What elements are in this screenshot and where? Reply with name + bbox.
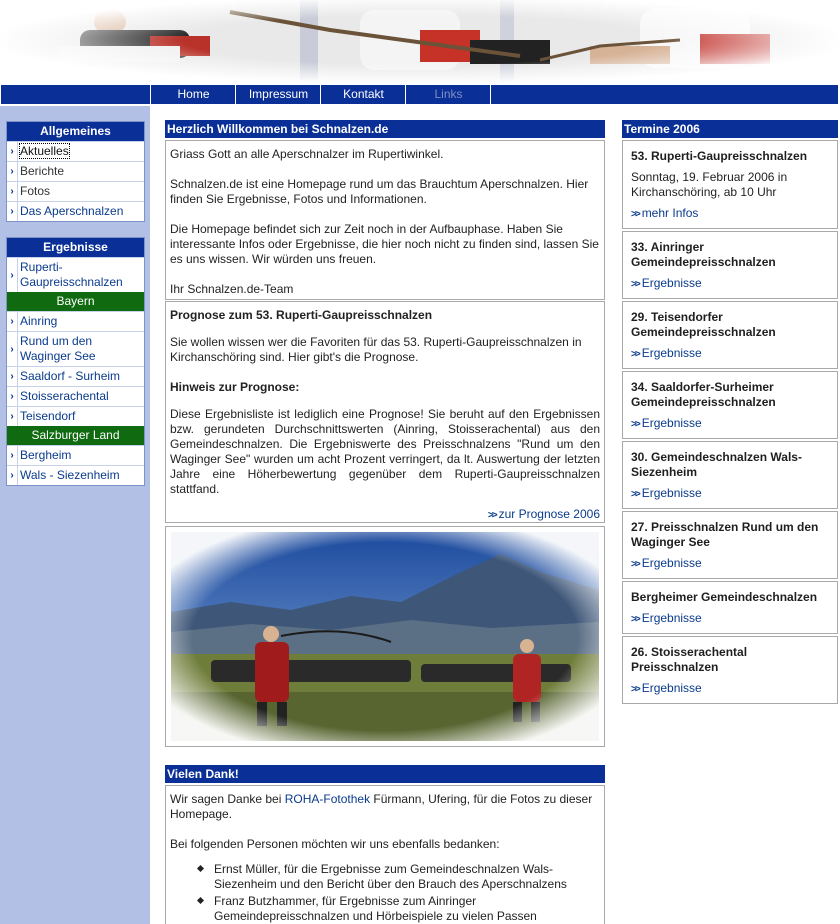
chevron-right-icon: › (7, 182, 18, 201)
chevron-right-icon: › (7, 332, 18, 366)
event-link[interactable]: >> Ergebnisse (631, 681, 702, 695)
sidebar-item-fotos[interactable]: › Fotos (7, 181, 144, 201)
event-link[interactable]: >> Ergebnisse (631, 416, 702, 430)
sidebar-item-aperschnalzen[interactable]: › Das Aperschnalzen (7, 201, 144, 221)
event-card (622, 301, 838, 369)
photo-box (165, 526, 605, 747)
termine-title: Termine 2006 (622, 120, 838, 138)
nav-kontakt[interactable]: Kontakt (320, 85, 406, 104)
prognose-hint-title: Hinweis zur Prognose: (170, 380, 300, 394)
sidebar-item-saaldorf-surheim[interactable]: › Saaldorf - Surheim (7, 366, 144, 386)
menu-allgemeines-title: Allgemeines (7, 122, 144, 141)
sidebar-item-bergheim[interactable]: › Bergheim (7, 445, 144, 465)
chevron-right-icon: › (7, 407, 18, 426)
sidebar-item-berichte[interactable]: › Berichte (7, 161, 144, 181)
prognose-title: Prognose zum 53. Ruperti-Gaupreisschnalzen (170, 308, 433, 322)
prognose-intro: Sie wollen wissen wer die Favoriten für das 53. Ruperti-Gaupreisschnalzen in Kirchanschöring sind. Hier gibt's die Prognose. (170, 335, 582, 364)
welcome-intro: Schnalzen.de ist eine Homepage rund um das Brauchtum Aperschnalzen. Hier finden Sie Ergebnisse, Fotos und Informationen. (170, 177, 589, 206)
event-link[interactable]: >> Ergebnisse (631, 276, 702, 290)
welcome-greeting: Griass Gott an alle Aperschnalzer im Rupertiwinkel. (170, 147, 444, 161)
event-title: 53. Ruperti-Gaupreisschnalzen (631, 149, 808, 163)
landscape-photo (171, 532, 599, 741)
welcome-box (165, 140, 605, 300)
welcome-status: Die Homepage befindet sich zur Zeit noch in der Aufbauphase. Haben Sie interessante Infos oder Ergebnisse, die hier noch nicht zu finden sind, lassen Sie es uns wissen. Wir würden uns freuen. (170, 222, 599, 266)
chevron-right-icon: › (7, 367, 18, 386)
event-link[interactable]: >> Ergebnisse (631, 486, 702, 500)
double-chevron-icon: >> (631, 559, 639, 570)
chevron-right-icon: › (7, 202, 18, 221)
welcome-signature: Ihr Schnalzen.de-Team (170, 282, 294, 296)
event-card (622, 371, 838, 439)
event-date: Sonntag, 19. Februar 2006 in Kirchanschöring, ab 10 Uhr (631, 170, 788, 199)
event-link[interactable]: >> Ergebnisse (631, 346, 702, 360)
event-title: 33. Ainringer Gemeindepreisschnalzen (631, 240, 776, 269)
chevron-right-icon: › (7, 387, 18, 406)
welcome-title: Herzlich Willkommen bei Schnalzen.de (165, 120, 605, 138)
nav-impressum[interactable]: Impressum (235, 85, 321, 104)
chevron-right-icon: › (7, 312, 18, 331)
double-chevron-icon: >> (487, 510, 496, 521)
menu-salzburg-title: Salzburger Land (7, 426, 144, 445)
double-chevron-icon: >> (631, 279, 639, 290)
menu-bayern-title: Bayern (7, 292, 144, 311)
event-card (622, 636, 838, 704)
sidebar-item-wals-siezenheim[interactable]: › Wals - Siezenheim (7, 465, 144, 485)
event-title: 27. Preisschnalzen Rund um den Waginger See (631, 520, 819, 549)
event-card (622, 140, 838, 229)
thanks-people-intro: Bei folgenden Personen möchten wir uns ebenfalls bedanken: (170, 837, 500, 851)
double-chevron-icon: >> (631, 419, 639, 430)
sidebar-item-stoisserachental[interactable]: › Stoisserachental (7, 386, 144, 406)
event-card (622, 231, 838, 299)
header-banner (0, 0, 840, 84)
event-title: 29. Teisendorfer Gemeindepreisschnalzen (631, 310, 776, 339)
nav-home[interactable]: Home (150, 85, 236, 104)
top-navigation (0, 84, 840, 106)
double-chevron-icon: >> (631, 684, 639, 695)
bullet-icon (197, 897, 204, 904)
chevron-right-icon: › (7, 466, 18, 485)
event-card (622, 441, 838, 509)
event-title: 34. Saaldorfer-Surheimer Gemeindepreisschnalzen (631, 380, 776, 409)
event-title: 26. Stoisserachental Preisschnalzen (631, 645, 748, 674)
chevron-right-icon: › (7, 142, 18, 161)
double-chevron-icon: >> (631, 349, 639, 360)
left-sidebar (0, 106, 150, 924)
menu-ergebnisse (6, 237, 145, 486)
nav-links[interactable]: Links (405, 85, 491, 104)
event-link[interactable]: >> Ergebnisse (631, 611, 702, 625)
sidebar-item-ruperti[interactable]: › Ruperti-Gaupreisschnalzen (7, 257, 144, 292)
double-chevron-icon: >> (631, 489, 639, 500)
roha-fotothek-link[interactable]: ROHA-Fotothek (284, 792, 371, 806)
event-link[interactable]: >> mehr Infos (631, 206, 699, 220)
list-item: Ernst Müller, für die Ergebnisse zum Gemeindeschnalzen Wals-Siezenheim und den Bericht über den Brauch des Aperschnalzens (196, 862, 600, 892)
thanks-title: Vielen Dank! (165, 765, 605, 783)
sidebar-item-aktuelles[interactable]: › Aktuelles (7, 141, 144, 161)
double-chevron-icon: >> (631, 614, 639, 625)
chevron-right-icon: › (7, 446, 18, 465)
event-title: Bergheimer Gemeindeschnalzen (631, 590, 818, 604)
event-link[interactable]: >> Ergebnisse (631, 556, 702, 570)
sidebar-item-teisendorf[interactable]: › Teisendorf (7, 406, 144, 426)
double-chevron-icon: >> (631, 209, 639, 220)
event-card (622, 511, 838, 579)
prognose-box (165, 301, 605, 523)
prognose-link-row (170, 507, 600, 523)
prognose-link[interactable]: zur Prognose 2006 (498, 507, 600, 521)
sidebar-item-ainring[interactable]: › Ainring (7, 311, 144, 331)
menu-allgemeines (6, 121, 145, 222)
thanks-list (196, 862, 600, 924)
thanks-intro: Wir sagen Danke bei ROHA-Fotothek Fürmann, Ufering, für die Fotos zu dieser Homepage. (170, 792, 593, 821)
menu-ergebnisse-title: Ergebnisse (7, 238, 144, 257)
event-card (622, 581, 838, 634)
list-item: Franz Butzhammer, für Ergebnisse zum Ainringer Gemeindepreisschnalzen und Hörbeispiele zu vielen Passen (196, 894, 600, 924)
prognose-hint-text: Diese Ergebnisliste ist lediglich eine Prognose! Sie beruht auf den Ergebnissen bzw. gerundeten Durchschnittswerten (Ainring, Stoisserachental) aus den Gemeindeschnalzen. Die Ergebniswerte des Preisschnalzens "Rund um den Waginger See" wurden um acht Prozent verringert, da lt. Auswertung der letzten Jahre eine Höherbewertung gegenüber dem Ruperti-Gaupreisschnalzen stattfand. (170, 407, 600, 496)
chevron-right-icon: › (7, 162, 18, 181)
bullet-icon (197, 865, 204, 872)
chevron-right-icon: › (7, 258, 18, 292)
event-title: 30. Gemeindeschnalzen Wals-Siezenheim (631, 450, 802, 479)
thanks-box (165, 785, 605, 924)
sidebar-item-waginger-see[interactable]: › Rund um den Waginger See (7, 331, 144, 366)
nav-divider (490, 85, 491, 104)
